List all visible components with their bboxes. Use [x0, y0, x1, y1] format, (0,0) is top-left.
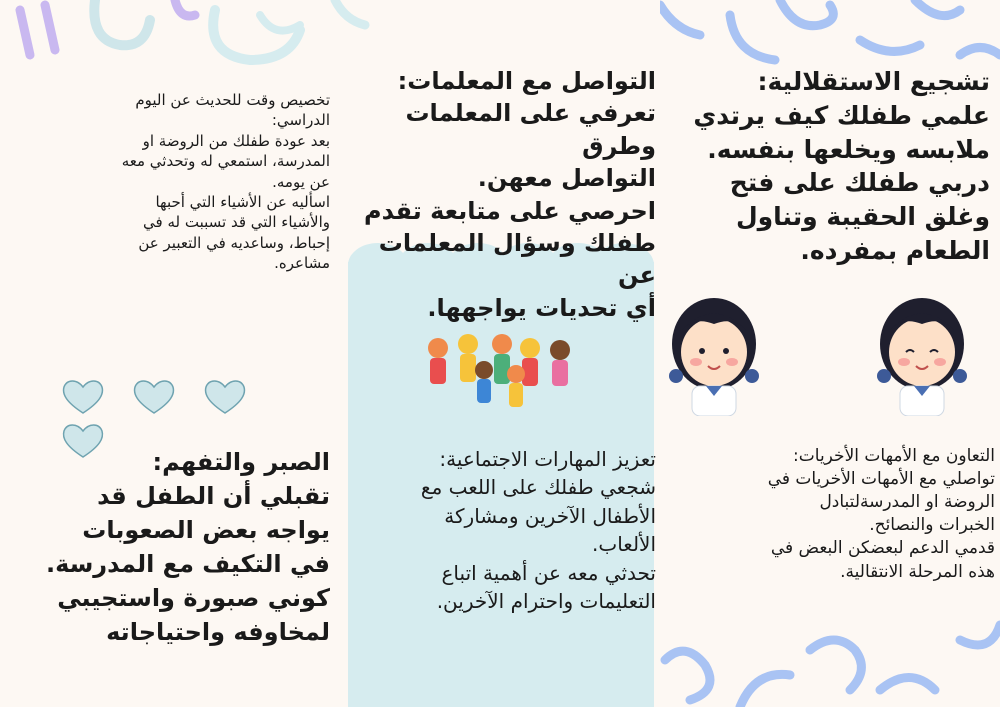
- hearts-row: [60, 376, 320, 418]
- teachers-section: [348, 65, 656, 324]
- patience-section: [20, 445, 330, 649]
- patience-text: في التكيف مع المدرسة.: [46, 550, 330, 579]
- independence-text: علمي طفلك كيف يرتدي: [693, 100, 990, 130]
- heart-icon: [60, 376, 106, 416]
- mothers-text: الخبرات والنصائح.: [869, 515, 995, 536]
- social-text: الأطفال الآخرين ومشاركة: [444, 503, 656, 528]
- independence-title: تشجيع الاستقلالية:: [757, 67, 990, 96]
- talk-text: بعد عودة طفلك من الروضة او: [142, 131, 330, 150]
- children-playing-illustration: [420, 330, 580, 412]
- independence-text: دربي طفلك على فتح: [729, 168, 990, 198]
- teachers-text: طفلك وسؤال المعلمات عن: [378, 228, 656, 290]
- heart-icon: [202, 376, 248, 416]
- talk-text: المدرسة، استمعي له وتحدثي معه: [121, 152, 330, 171]
- mothers-section: [665, 445, 995, 584]
- talk-section: [20, 90, 330, 274]
- girl-illustration: [872, 286, 972, 416]
- talk-text: والأشياء التي قد تسببت له في: [143, 213, 330, 232]
- social-text: الألعاب.: [592, 532, 656, 557]
- social-text: تحدثي معه عن أهمية اتباع: [441, 560, 656, 585]
- patience-title: الصبر والتفهم:: [152, 448, 330, 476]
- squiggle-decoration-top: [0, 0, 380, 70]
- teachers-text: احرصي على متابعة تقدم: [364, 196, 656, 225]
- talk-text: مشاعره.: [274, 254, 330, 273]
- independence-section: [660, 65, 990, 268]
- teachers-text: أي تحديات يواجهها.: [427, 293, 656, 322]
- talk-title: الدراسي:: [271, 111, 330, 130]
- patience-text: لمخاوفه واحتياجاته: [106, 618, 330, 647]
- teachers-title: التواصل مع المعلمات:: [397, 67, 656, 95]
- mothers-text: الروضة او المدرسةلتبادل: [819, 492, 995, 513]
- patience-text: كوني صبورة واستجيبي: [57, 584, 330, 613]
- social-text: شجعي طفلك على اللعب مع: [420, 475, 656, 500]
- talk-text: اسأليه عن الأشياء التي أحبها: [155, 192, 330, 211]
- talk-text: عن يومه.: [272, 172, 330, 191]
- teachers-text: التواصل معهن.: [477, 164, 656, 193]
- girl-illustration: [664, 286, 764, 416]
- independence-text: الطعام بمفرده.: [800, 235, 990, 265]
- social-title: تعزيز المهارات الاجتماعية:: [439, 447, 656, 471]
- mothers-text: هذه المرحلة الانتقالية.: [840, 561, 995, 582]
- social-section: [348, 445, 656, 615]
- patience-text: يواجه بعض الصعوبات: [82, 516, 330, 545]
- teachers-text: تعرفي على المعلمات وطرق: [405, 99, 656, 160]
- mothers-title: التعاون مع الأمهات الأخريات:: [793, 446, 995, 466]
- squiggle-decoration-bottom-right: [660, 620, 1000, 707]
- mothers-text: تواصلي مع الأمهات الأخريات في: [767, 469, 995, 490]
- social-text: التعليمات واحترام الآخرين.: [436, 588, 656, 613]
- talk-title: تخصيص وقت للحديث عن اليوم: [135, 91, 330, 109]
- patience-text: تقبلي أن الطفل قد: [97, 482, 330, 511]
- independence-text: ملابسه ويخلعها بنفسه.: [707, 134, 990, 164]
- mothers-text: قدمي الدعم لبعضكن البعض في: [770, 538, 995, 559]
- talk-text: إحباط، وساعديه في التعبير عن: [138, 233, 330, 252]
- heart-icon: [131, 376, 177, 416]
- independence-text: وغلق الحقيبة وتناول: [735, 202, 990, 231]
